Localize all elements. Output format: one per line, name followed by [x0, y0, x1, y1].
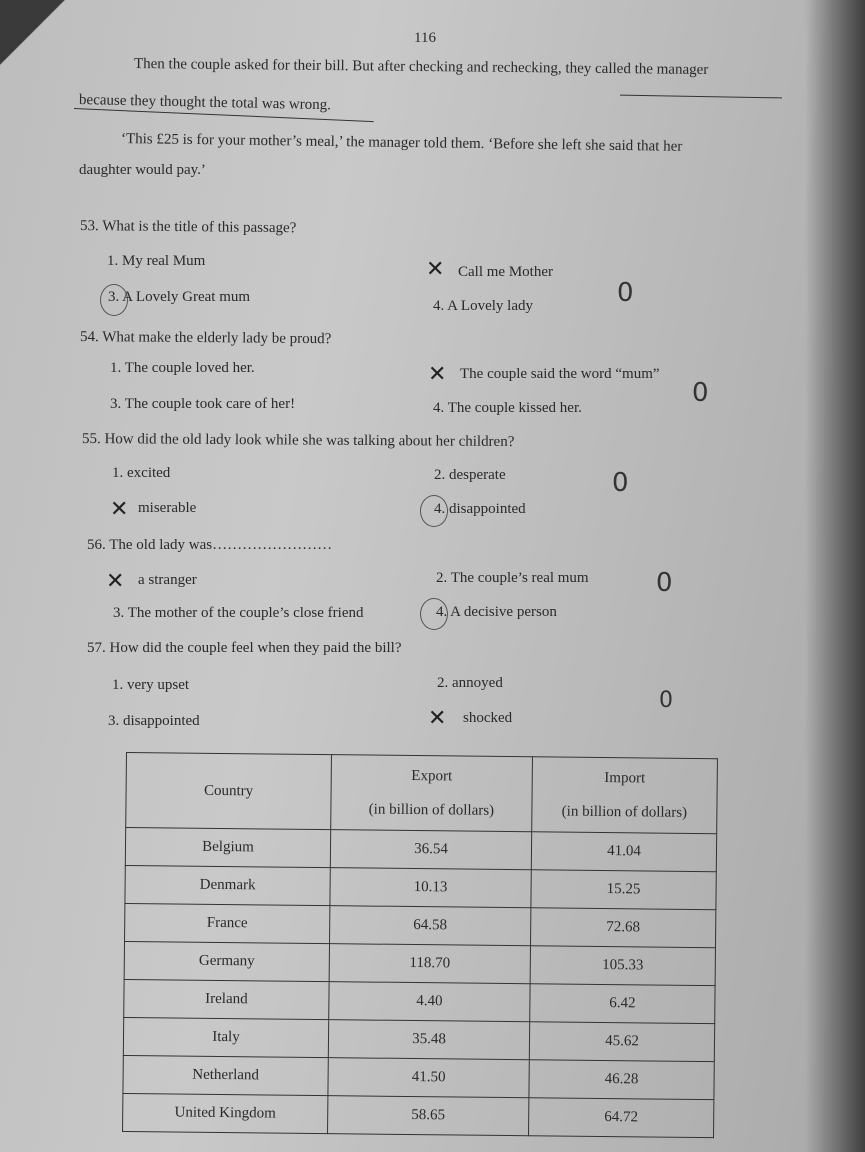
- cell-import: 45.62: [529, 1022, 714, 1062]
- q57-option-2[interactable]: 2. annoyed: [437, 675, 503, 691]
- passage-line-2: because they thought the total was wrong.: [78, 92, 332, 114]
- q56-option-4[interactable]: 4. A decisive person: [436, 604, 557, 620]
- q54-option-4[interactable]: 4. The couple kissed her.: [433, 400, 582, 416]
- table-header-row: [126, 753, 718, 834]
- cell-export: 41.50: [328, 1058, 529, 1098]
- cell-import: 41.04: [531, 832, 716, 872]
- q53-option-1[interactable]: 1. My real Mum: [107, 253, 206, 269]
- passage-line-3: ‘This £25 is for your mother’s meal,’ the manager told them. ‘Before she left she said that her: [120, 131, 683, 155]
- header-import-unit: (in billion of dollars): [561, 803, 688, 821]
- q54-option-3[interactable]: 3. The couple took care of her!: [110, 396, 296, 412]
- question-57: 57. How did the couple feel when they paid the bill?: [87, 640, 402, 656]
- score-mark-q56: 0: [656, 568, 673, 598]
- cross-mark-icon: ✕: [110, 497, 129, 522]
- underline-1: [620, 95, 782, 99]
- score-mark-q57: 0: [659, 688, 673, 713]
- header-country: Country: [126, 753, 332, 830]
- cell-country: France: [125, 903, 330, 943]
- q54-option-2[interactable]: The couple said the word “mum”: [460, 366, 660, 382]
- q55-option-4[interactable]: 4. disappointed: [434, 501, 526, 517]
- q56-option-2[interactable]: 2. The couple’s real mum: [436, 570, 589, 586]
- table-row: [125, 828, 716, 872]
- table-row: [123, 1017, 714, 1061]
- header-import: [532, 757, 718, 834]
- header-export-title: Export: [411, 767, 453, 785]
- question-54: 54. What make the elderly lady be proud?: [79, 329, 332, 348]
- table-row: [125, 865, 716, 909]
- cell-country: Ireland: [124, 979, 329, 1019]
- cell-export: 35.48: [328, 1020, 529, 1060]
- page-number: 116: [414, 30, 436, 46]
- q54-option-1[interactable]: 1. The couple loved her.: [110, 360, 255, 376]
- cell-import: 72.68: [530, 908, 715, 948]
- q57-option-4[interactable]: shocked: [463, 710, 513, 726]
- cell-country: Germany: [124, 941, 329, 981]
- cross-mark-icon: ✕: [428, 362, 447, 387]
- passage-line-4: daughter would pay.’: [79, 162, 206, 178]
- cell-import: 6.42: [530, 984, 715, 1024]
- table-row: [123, 1055, 714, 1099]
- question-53: 53. What is the title of this passage?: [79, 218, 297, 237]
- question-56: 56. The old lady was……………………: [87, 537, 333, 553]
- cell-country: Denmark: [125, 865, 330, 905]
- cell-import: 15.25: [531, 870, 716, 910]
- cell-import: 46.28: [529, 1060, 714, 1100]
- cross-mark-icon: ✕: [428, 706, 447, 731]
- cell-country: Belgium: [125, 828, 330, 868]
- score-mark-q54: 0: [692, 378, 709, 408]
- page-shadow-edge: [805, 0, 865, 1152]
- q57-option-3[interactable]: 3. disappointed: [108, 713, 200, 729]
- score-mark-q53: 0: [617, 278, 634, 308]
- cell-export: 58.65: [328, 1096, 529, 1136]
- cell-country: Netherland: [123, 1055, 328, 1095]
- page-shadow-corner: [0, 0, 70, 90]
- table-row: [124, 979, 715, 1023]
- header-export-unit: (in billion of dollars): [368, 801, 495, 819]
- q57-option-1[interactable]: 1. very upset: [112, 677, 190, 693]
- q55-option-1[interactable]: 1. excited: [112, 465, 171, 481]
- cross-mark-icon: ✕: [426, 257, 445, 282]
- cell-export: 10.13: [330, 868, 531, 908]
- cell-country: Italy: [123, 1017, 328, 1057]
- header-export: [331, 755, 533, 832]
- q55-option-3[interactable]: miserable: [138, 500, 197, 516]
- passage-line-1: Then the couple asked for their bill. But after checking and rechecking, they called the manager: [133, 56, 709, 79]
- cell-import: 64.72: [529, 1098, 714, 1138]
- cell-export: 118.70: [329, 944, 530, 984]
- cell-export: 36.54: [330, 830, 531, 870]
- q56-option-1[interactable]: a stranger: [138, 572, 197, 588]
- q53-option-4[interactable]: 4. A Lovely lady: [433, 298, 533, 314]
- cell-export: 64.58: [330, 906, 531, 946]
- table-row: [123, 1093, 714, 1137]
- trade-table: [122, 752, 718, 1138]
- table-row: [124, 941, 715, 985]
- q55-option-2[interactable]: 2. desperate: [434, 467, 506, 483]
- q53-option-3[interactable]: 3. A Lovely Great mum: [108, 289, 251, 305]
- score-mark-q55: 0: [612, 468, 629, 498]
- q56-option-3[interactable]: 3. The mother of the couple’s close friend: [113, 605, 364, 621]
- cell-import: 105.33: [530, 946, 715, 986]
- q53-option-2[interactable]: Call me Mother: [458, 264, 553, 280]
- question-55: 55. How did the old lady look while she was talking about her children?: [81, 431, 515, 451]
- header-import-title: Import: [604, 770, 646, 787]
- table-row: [125, 903, 716, 947]
- cell-export: 4.40: [329, 982, 530, 1022]
- cross-mark-icon: ✕: [106, 569, 125, 594]
- cell-country: United Kingdom: [123, 1093, 328, 1133]
